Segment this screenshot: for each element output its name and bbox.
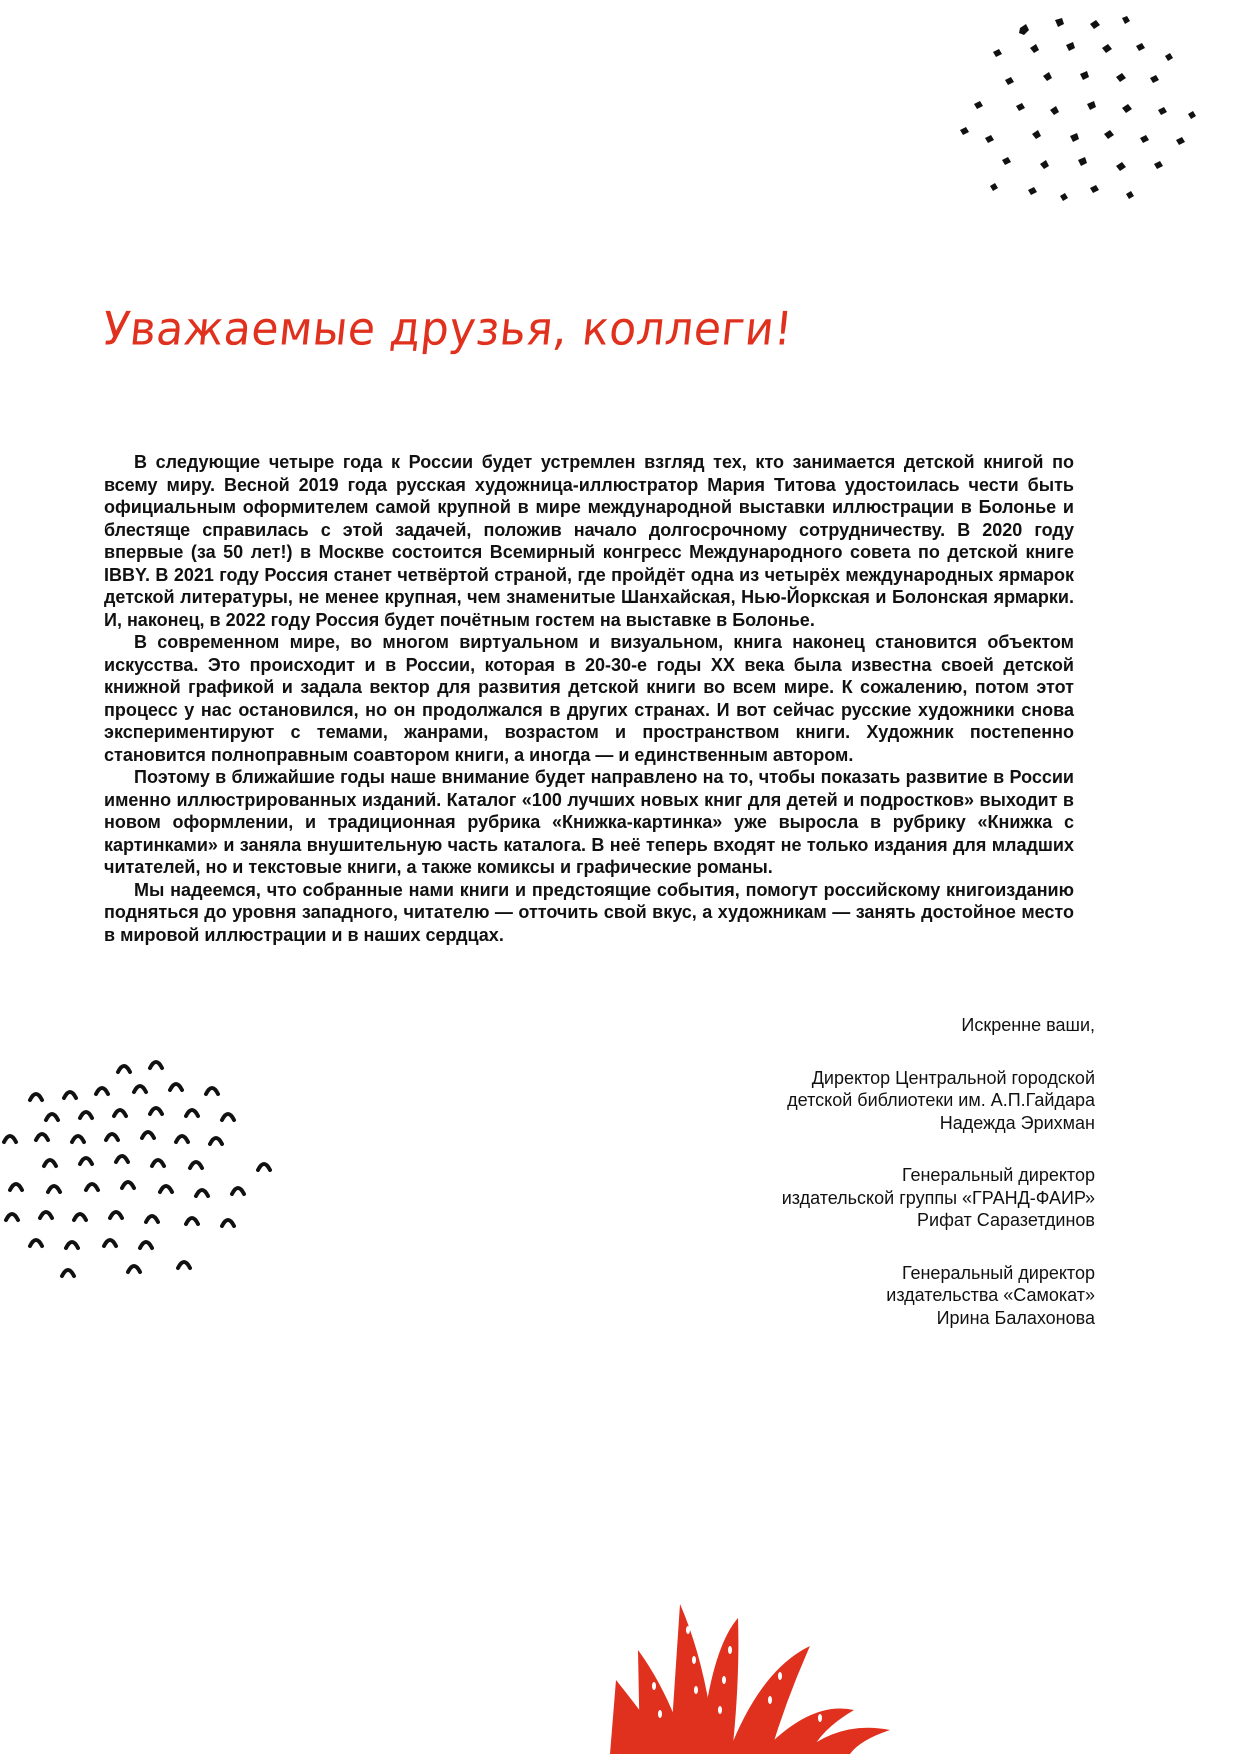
signature-name: Надежда Эрихман [939,1112,1095,1133]
signature-title: Генеральный директор [901,1262,1095,1283]
black-dots-decoration-top-right [950,10,1240,210]
signature [575,1262,1095,1330]
signature-name: Ирина Балахонова [936,1307,1095,1328]
paragraph: В следующие четыре года к России будет устремлен взгляд тех, кто занимается детской книгой по всему миру. Весной 2019 года русская художница-иллюстратор Мария Титова удостоилась чести быть официальным оформителем самой крупной в мире международной выставки иллюстрации в Болонье и блестяще справилась с этой задачей, положив начало долгосрочному сотрудничеству. В 2020 году впервые (за 50 лет!) в Москве состоится Всемирный конгресс Международного совета по детской книге IBBY. В 2021 году Россия станет четвёртой страной, где пройдёт одна из четырёх международных ярмарок детской литературы, не менее крупная, чем знаменитые Шанхайская, Нью-Йоркская и Болонская ярмарки. И, наконец, в 2022 году Россия будет почётным гостем на выставке в Болонье. [104,452,1074,630]
closing-line: Искренне ваши, [961,1015,1095,1035]
signature-title: издательства «Самокат» [886,1285,1095,1305]
signature-title: детской библиотеки им. А.П.Гайдара [787,1090,1095,1110]
paragraph: В современном мире, во многом виртуальном и визуальном, книга наконец становится объектом искусства. Это происходит и в России, которая в 20-30-е годы XX века была известна своей детской книжной графикой и задала вектор для развития детской книги во всем мире. К сожалению, потом этот процесс у нас остановился, но он продолжался в других странах. И вот сейчас русские художники снова экспериментируют с темами, жанрами, возрастом и пространством книги. Художник постепенно становится полноправным соавтором книги, а иногда — и единственным автором. [104,632,1074,765]
paragraph: Поэтому в ближайшие годы наше внимание будет направлено на то, чтобы показать развитие в России именно иллюстрированных изданий. Каталог «100 лучших новых книг для детей и подростков» выходит в новом оформлении, и традиционная рубрика «Книжка-картинка» уже выросла в рубрику «Книжка с картинками» и заняла внушительную часть каталога. В неё теперь входят не только издания для младших читателей, но и текстовые книги, а также комиксы и графические романы. [104,767,1074,877]
page-title: Уважаемые друзья, коллеги! [100,302,796,356]
signature-title: Генеральный директор [901,1165,1095,1185]
red-leaf-decoration-bottom [610,1590,910,1754]
paragraph: Мы надеемся, что собранные нами книги и предстоящие события, помогут российскому книгоизданию подняться до уровня западного, читателю — отточить свой вкус, а художникам — занять достойное место в мировой иллюстрации и в наших сердцах. [104,879,1074,945]
signature-name: Рифат Саразетдинов [917,1210,1095,1230]
signature [575,1067,1095,1135]
signature-title: издательской группы «ГРАНД-ФАИР» [781,1187,1095,1208]
signature-block [575,1014,1095,1359]
signature [575,1164,1095,1232]
signature-title: Директор Центральной городской [811,1067,1095,1088]
black-chevron-decoration-left [0,1050,290,1310]
letter-body [104,451,1074,946]
